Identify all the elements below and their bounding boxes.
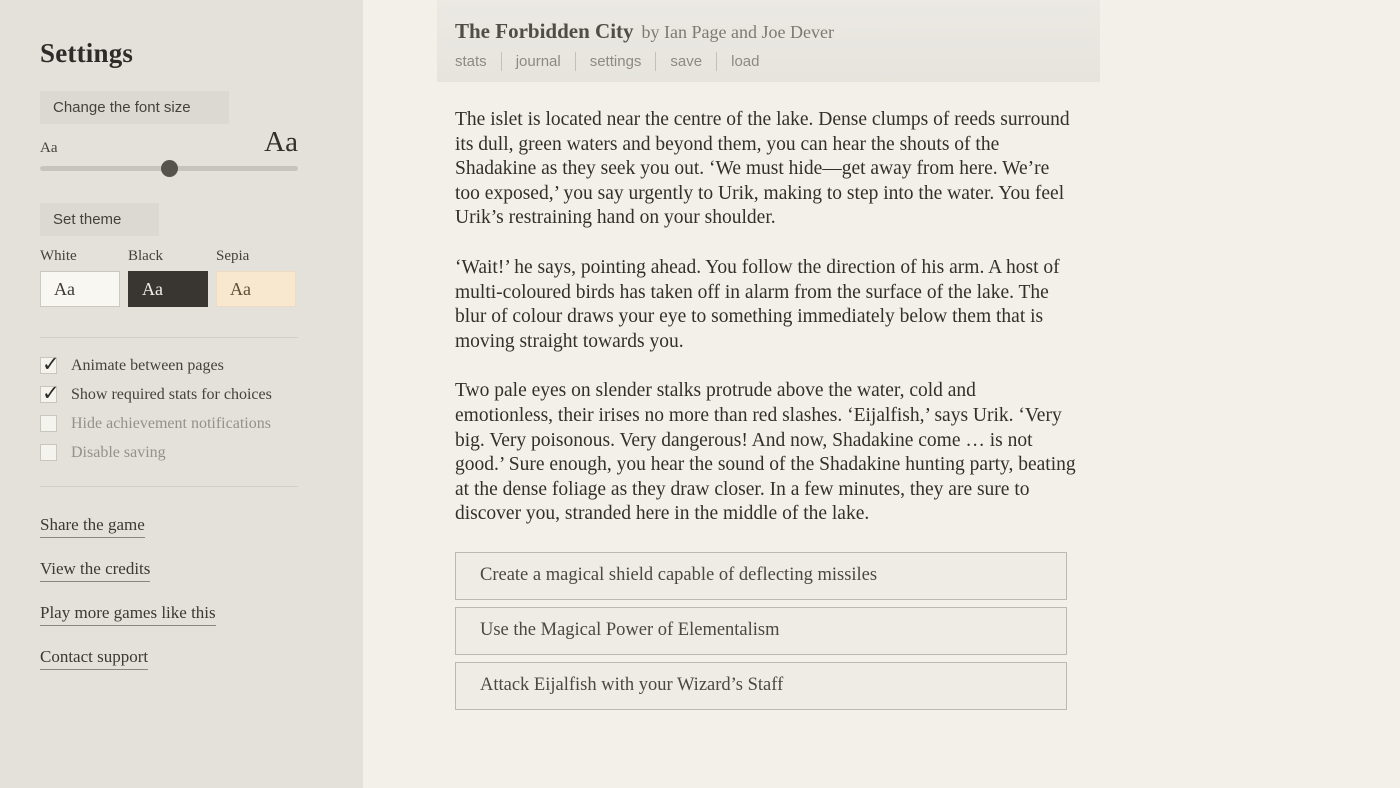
theme-option-black	[128, 248, 208, 307]
theme-swatch-sepia[interactable]: Aa	[216, 271, 296, 307]
toggle-label: Disable saving	[71, 443, 166, 461]
toggle-animate-between-pages[interactable]	[40, 351, 323, 380]
theme-option-sepia	[216, 248, 296, 307]
theme-swatch-black[interactable]: Aa	[128, 271, 208, 307]
divider	[40, 337, 298, 338]
checkbox-icon[interactable]	[40, 386, 57, 403]
game-title-row	[455, 19, 1082, 44]
checkbox-icon[interactable]	[40, 444, 57, 461]
font-size-small-sample: Aa	[40, 140, 58, 156]
font-size-slider-thumb[interactable]	[161, 160, 178, 177]
toggle-label: Hide achievement notifications	[71, 414, 271, 432]
play-more-games-link[interactable]: Play more games like this	[40, 603, 216, 626]
nav-item-save[interactable]: save	[655, 52, 716, 71]
settings-sidebar	[0, 0, 363, 788]
theme-option-name: White	[40, 248, 77, 264]
story-pane	[363, 0, 1400, 788]
settings-title: Settings	[40, 38, 134, 68]
toggle-list	[40, 351, 323, 467]
font-size-samples	[40, 128, 298, 157]
theme-option-name: Sepia	[216, 248, 250, 264]
theme-options	[40, 248, 323, 307]
game-header	[437, 0, 1100, 82]
theme-swatch-white[interactable]: Aa	[40, 271, 120, 307]
view-the-credits-link[interactable]: View the credits	[40, 559, 150, 582]
theme-option-white	[40, 248, 120, 307]
font-size-slider[interactable]	[40, 166, 298, 171]
toggle-hide-achievement-notifications[interactable]	[40, 409, 323, 438]
theme-option-name: Black	[128, 248, 163, 264]
story-content	[455, 108, 1077, 717]
font-size-large-sample: Aa	[264, 126, 298, 158]
nav-item-settings[interactable]: settings	[575, 52, 656, 71]
theme-section-label: Set theme	[40, 203, 159, 236]
sidebar-links	[40, 515, 323, 670]
story-paragraph: Two pale eyes on slender stalks protrude above the water, cold and emotionless, their irises no more than red slashes. ‘Eijalfish,’ says Urik. ‘Very big. Very poisonous. Very dangerous! And now, Shadakine come … is not good.’ Sure enough, you hear the sound of the Shadakine hunting party, beating at the dense foliage as they draw closer. In a few minutes, they are sure to discover you, stranded here in the middle of the lake.	[455, 380, 1076, 525]
nav-item-journal[interactable]: journal	[501, 52, 575, 71]
toggle-disable-saving[interactable]	[40, 438, 323, 467]
toggle-show-required-stats[interactable]	[40, 380, 323, 409]
choice-use-elementalism[interactable]: Use the Magical Power of Elementalism	[455, 607, 1067, 655]
nav-item-load[interactable]: load	[716, 52, 773, 71]
game-title: The Forbidden City	[455, 19, 634, 43]
game-byline: by Ian Page and Joe Dever	[641, 22, 834, 42]
story-paragraph: The islet is located near the centre of the lake. Dense clumps of reeds surround its dull, green waters and beyond them, you can hear the shouts of the Shadakine as they seek you out. ‘We must hide—get away from here. We’re too exposed,’ you say urgently to Urik, making to step into the water. You feel Urik’s restraining hand on your shoulder.	[455, 109, 1070, 229]
theme-section	[40, 181, 323, 307]
toggle-label: Animate between pages	[71, 356, 224, 374]
checkbox-icon[interactable]	[40, 357, 57, 374]
divider	[40, 486, 298, 487]
nav-item-stats[interactable]: stats	[455, 53, 487, 70]
choice-list	[455, 552, 1077, 710]
font-size-section	[40, 69, 298, 171]
game-nav	[455, 52, 1082, 71]
toggle-label: Show required stats for choices	[71, 385, 272, 403]
share-the-game-link[interactable]: Share the game	[40, 515, 145, 538]
choice-create-magical-shield[interactable]: Create a magical shield capable of deflecting missiles	[455, 552, 1067, 600]
story-paragraph: ‘Wait!’ he says, pointing ahead. You follow the direction of his arm. A host of multi-coloured birds has taken off in alarm from the surface of the lake. The blur of colour draws your eye to something immediately below them that is moving straight towards you.	[455, 256, 1060, 352]
checkbox-icon[interactable]	[40, 415, 57, 432]
choice-attack-with-staff[interactable]: Attack Eijalfish with your Wizard’s Staff	[455, 662, 1067, 710]
font-size-section-label: Change the font size	[40, 91, 229, 124]
contact-support-link[interactable]: Contact support	[40, 647, 148, 670]
